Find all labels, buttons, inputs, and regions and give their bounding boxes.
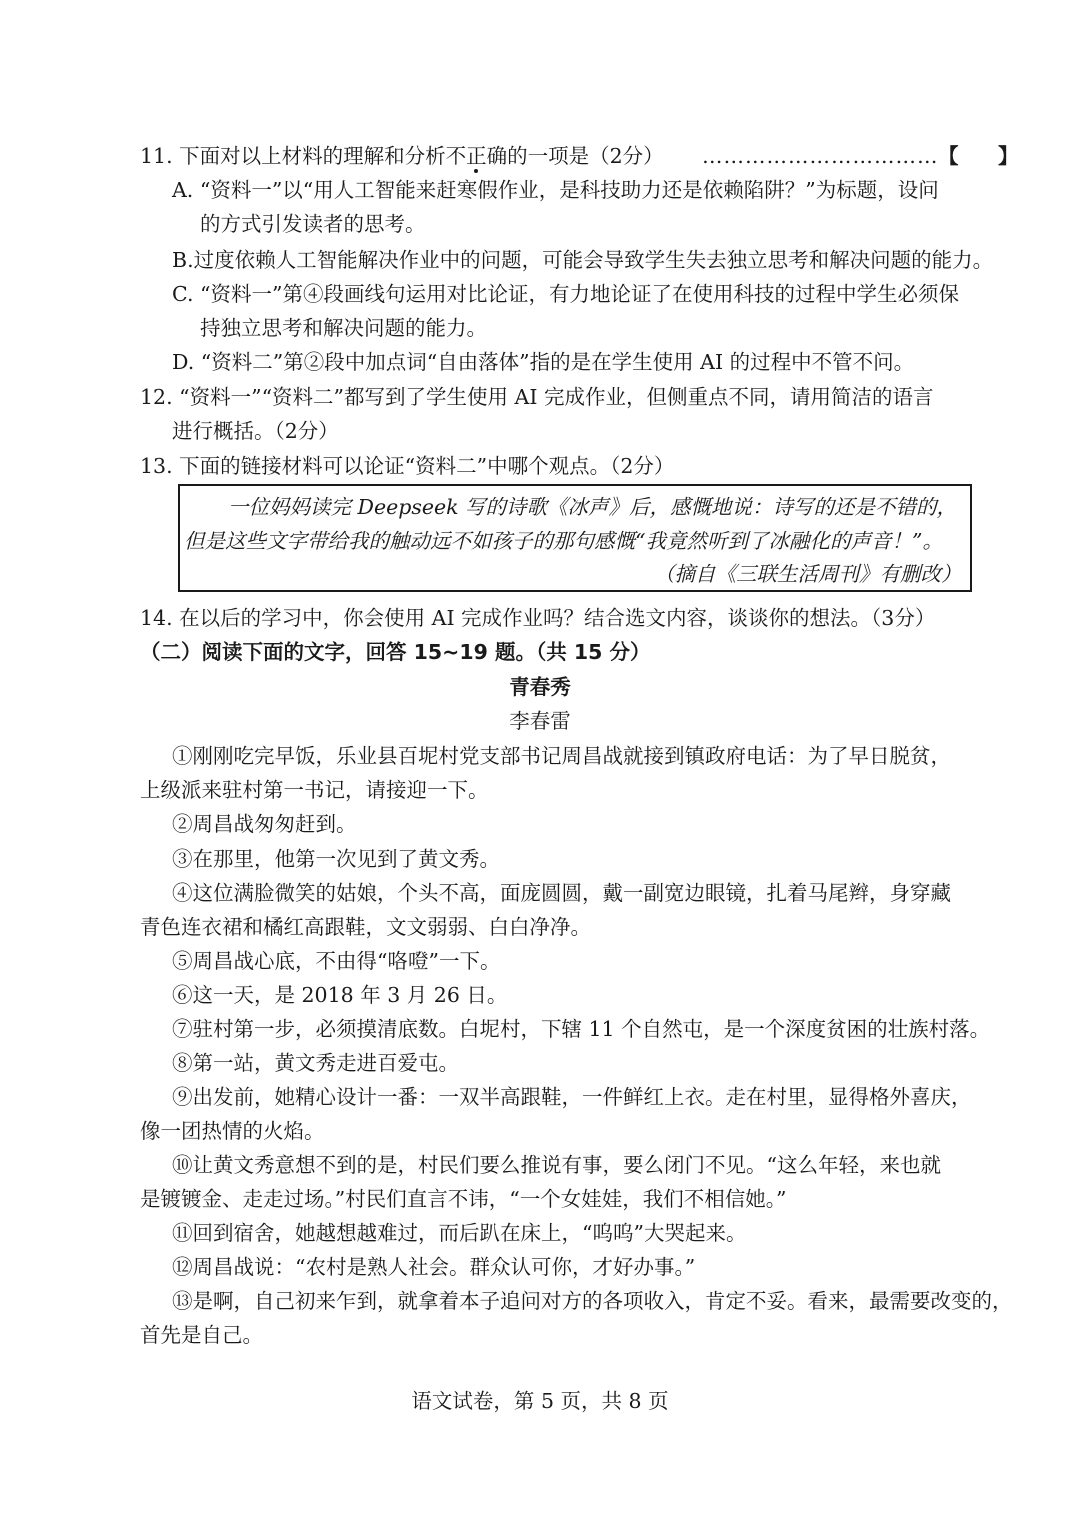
q11-option-a-line1: A. “资料一”以“用人工智能来赶寒假作业，是科技助力还是依赖陷阱？”为标题，设问 <box>172 178 939 202</box>
q11-stem-tail: 的一项是（2分） <box>507 144 664 168</box>
passage-p4-line1: ④这位满脸微笑的姑娘，个头不高，面庞圆圆，戴一副宽边眼镜，扎着马尾辫，身穿藏 <box>172 881 951 905</box>
passage-p13-line1: ⑬是啊，自己初来乍到，就拿着本子追问对方的各项收入，肯定不妥。看来，最需要改变的， <box>172 1289 1013 1313</box>
passage-p3: ③在那里，他第一次见到了黄文秀。 <box>172 847 500 871</box>
passage-p9-line2: 像一团热情的火焰。 <box>140 1119 325 1143</box>
q11-option-d: D. “资料二”第②段中加点词“自由落体”指的是在学生使用 AI 的过程中不管不问。 <box>172 350 915 374</box>
passage-p4-line2: 青色连衣裙和橘红高跟鞋，文文弱弱、白白净净。 <box>140 915 591 939</box>
passage-p7: ⑦驻村第一步，必须摸清底数。白坭村，下辖 11 个自然屯，是一个深度贫困的壮族村落。 <box>172 1017 991 1041</box>
q11-stem <box>140 141 664 171</box>
q13-quote-line2: 但是这些文字带给我的触动远不如孩子的那句感慨“我竟然听到了冰融化的声音！”。 <box>184 529 943 553</box>
q12-line2: 进行概括。（2分） <box>172 419 339 443</box>
section2-heading: （二）阅读下面的文字，回答 15~19 题。（共 15 分） <box>140 640 651 664</box>
q11-stem-text: 11. 下面对以上材料的理解和分析 <box>140 144 446 168</box>
passage-title: 青春秀 <box>509 675 571 699</box>
passage-p6: ⑥这一天，是 2018 年 3 月 26 日。 <box>172 983 508 1007</box>
q11-answer-bracket-close: 】 <box>998 144 1019 168</box>
q11-option-c-line1: C. “资料一”第④段画线句运用对比论证，有力地论证了在使用科技的过程中学生必须保 <box>172 282 959 306</box>
passage-p2: ②周昌战匆匆赶到。 <box>172 812 357 836</box>
page-footer: 语文试卷，第 5 页，共 8 页 <box>411 1389 669 1413</box>
passage-p11: ⑪回到宿舍，她越想越难过，而后趴在床上，“呜呜”大哭起来。 <box>172 1221 747 1245</box>
passage-p8: ⑧第一站，黄文秀走进百爱屯。 <box>172 1051 459 1075</box>
passage-p10-line2: 是镀镀金、走走过场。”村民们直言不讳，“一个女娃娃，我们不相信她。” <box>140 1187 787 1211</box>
passage-author: 李春雷 <box>509 709 571 733</box>
passage-p10-line1: ⑩让黄文秀意想不到的是，村民们要么推说有事，要么闭门不见。“这么年轻，来也就 <box>172 1153 941 1177</box>
q11-option-b: B.过度依赖人工智能解决作业中的问题，可能会导致学生失去独立思考和解决问题的能力。 <box>172 248 994 272</box>
passage-p5: ⑤周昌战心底，不由得“咯噔”一下。 <box>172 949 501 973</box>
q12-line1: 12. “资料一”“资料二”都写到了学生使用 AI 完成作业，但侧重点不同，请用简洁的语言 <box>140 385 934 409</box>
passage-p9-line1: ⑨出发前，她精心设计一番：一双半高跟鞋，一件鲜红上衣。走在村里，显得格外喜庆， <box>172 1085 972 1109</box>
q11-option-a-line2: 的方式引发读者的思考。 <box>200 212 426 236</box>
q13-quote-source: （摘自《三联生活周刊》有删改） <box>654 562 962 586</box>
passage-p12: ⑫周昌战说：“农村是熟人社会。群众认可你，才好办事。” <box>172 1255 696 1279</box>
q14-stem: 14. 在以后的学习中，你会使用 AI 完成作业吗？结合选文内容，谈谈你的想法。（3分） <box>140 606 936 630</box>
q11-stem-dotted: 不正确 <box>445 144 508 168</box>
passage-p1-line2: 上级派来驻村第一书记，请接迎一下。 <box>140 778 489 802</box>
q11-leader-dots: …………………………… <box>702 144 939 168</box>
q13-stem: 13. 下面的链接材料可以论证“资料二”中哪个观点。（2分） <box>140 454 675 478</box>
q13-quote-line1: 一位妈妈读完 Deepseek 写的诗歌《冰声》后，感慨地说：诗写的还是不错的， <box>228 495 958 519</box>
passage-p13-line2: 首先是自己。 <box>140 1323 263 1347</box>
passage-p1-line1: ①刚刚吃完早饭，乐业县百坭村党支部书记周昌战就接到镇政府电话：为了早日脱贫， <box>172 744 951 768</box>
q11-option-c-line2: 持独立思考和解决问题的能力。 <box>200 316 487 340</box>
q11-answer-bracket-open: 【 <box>938 144 959 168</box>
